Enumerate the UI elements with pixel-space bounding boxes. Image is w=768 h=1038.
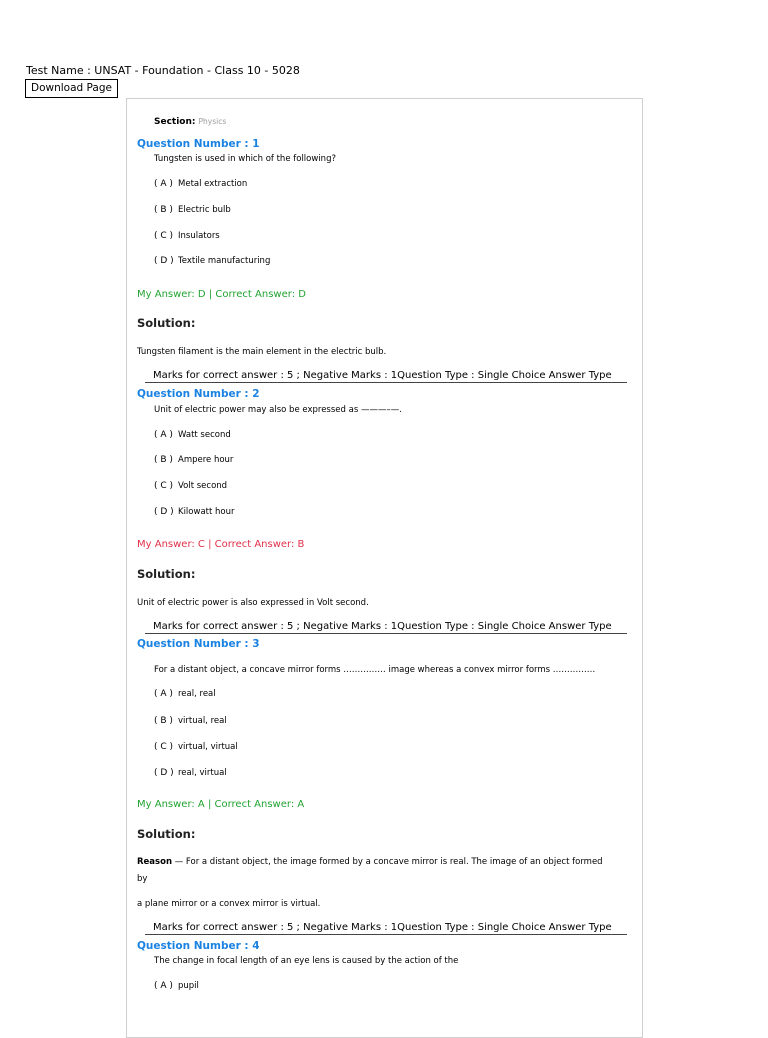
- option-text: Metal extraction: [178, 179, 248, 189]
- option-label: ( B ): [154, 716, 173, 726]
- question-number: Question Number : 4: [137, 940, 260, 952]
- answer-summary: My Answer: D | Correct Answer: D: [137, 289, 306, 300]
- question-text: Unit of electric power may also be expressed as ———–—.: [154, 405, 402, 415]
- section-label: Section:: [154, 117, 196, 127]
- option-label: ( C ): [154, 231, 174, 241]
- option: [154, 507, 235, 517]
- option-label: ( D ): [154, 768, 174, 778]
- question-text: Tungsten is used in which of the following?: [154, 154, 336, 164]
- option-label: ( C ): [154, 481, 174, 491]
- marks-info: Marks for correct answer : 5 ; Negative Marks : 1Question Type : Single Choice Answer Type: [145, 621, 627, 634]
- option-text: pupil: [178, 981, 199, 991]
- answer-summary: My Answer: C | Correct Answer: B: [137, 539, 305, 550]
- option-text: real, virtual: [178, 768, 227, 778]
- question-text: The change in focal length of an eye lens is caused by the action of the: [154, 956, 459, 966]
- option-label: ( A ): [154, 689, 173, 699]
- option: [154, 981, 199, 991]
- option: [154, 256, 270, 266]
- option-text: real, real: [178, 689, 216, 699]
- option-label: ( D ): [154, 256, 174, 266]
- option-text: Electric bulb: [178, 205, 231, 215]
- question-number: Question Number : 1: [137, 138, 260, 150]
- solution-text: Unit of electric power is also expressed in Volt second.: [137, 598, 369, 608]
- solution-heading: Solution:: [137, 827, 196, 841]
- solution-text: [137, 857, 603, 867]
- option-label: ( B ): [154, 205, 173, 215]
- solution-text-line: — For a distant object, the image formed by a concave mirror is real. The image of an object formed: [172, 857, 603, 867]
- marks-info: Marks for correct answer : 5 ; Negative Marks : 1Question Type : Single Choice Answer Type: [145, 370, 627, 383]
- question-text: For a distant object, a concave mirror forms …………… image whereas a convex mirror forms ……………: [154, 665, 596, 675]
- option-label: ( A ): [154, 430, 173, 440]
- option: [154, 179, 247, 189]
- question-number: Question Number : 2: [137, 388, 260, 400]
- option-text: Insulators: [178, 231, 220, 241]
- test-name: Test Name : UNSAT - Foundation - Class 10 - 5028: [26, 64, 300, 77]
- solution-heading: Solution:: [137, 316, 196, 330]
- option-label: ( D ): [154, 507, 174, 517]
- section-value: Physics: [198, 117, 227, 126]
- download-page-button[interactable]: Download Page: [25, 79, 118, 98]
- solution-text: Tungsten filament is the main element in the electric bulb.: [137, 347, 387, 357]
- option: [154, 455, 233, 465]
- option: [154, 231, 220, 241]
- option: [154, 205, 231, 215]
- option-text: virtual, real: [178, 716, 227, 726]
- option: [154, 430, 231, 440]
- solution-text: a plane mirror or a convex mirror is virtual.: [137, 899, 321, 909]
- option-text: Textile manufacturing: [178, 256, 271, 266]
- option-label: ( A ): [154, 981, 173, 991]
- question-number: Question Number : 3: [137, 638, 260, 650]
- option: [154, 768, 227, 778]
- solution-reason-label: Reason: [137, 857, 172, 867]
- option-text: Ampere hour: [178, 455, 234, 465]
- option-label: ( C ): [154, 742, 174, 752]
- option: [154, 689, 216, 699]
- option-text: Watt second: [178, 430, 231, 440]
- option: [154, 716, 227, 726]
- option: [154, 481, 227, 491]
- option-text: Kilowatt hour: [178, 507, 235, 517]
- section-heading: [154, 117, 226, 127]
- option-label: ( A ): [154, 179, 173, 189]
- solution-heading: Solution:: [137, 567, 196, 581]
- marks-info: Marks for correct answer : 5 ; Negative Marks : 1Question Type : Single Choice Answer Type: [145, 922, 627, 935]
- answer-summary: My Answer: A | Correct Answer: A: [137, 799, 305, 810]
- option-text: Volt second: [178, 481, 228, 491]
- option-label: ( B ): [154, 455, 173, 465]
- option: [154, 742, 238, 752]
- option-text: virtual, virtual: [178, 742, 238, 752]
- solution-text: by: [137, 874, 148, 884]
